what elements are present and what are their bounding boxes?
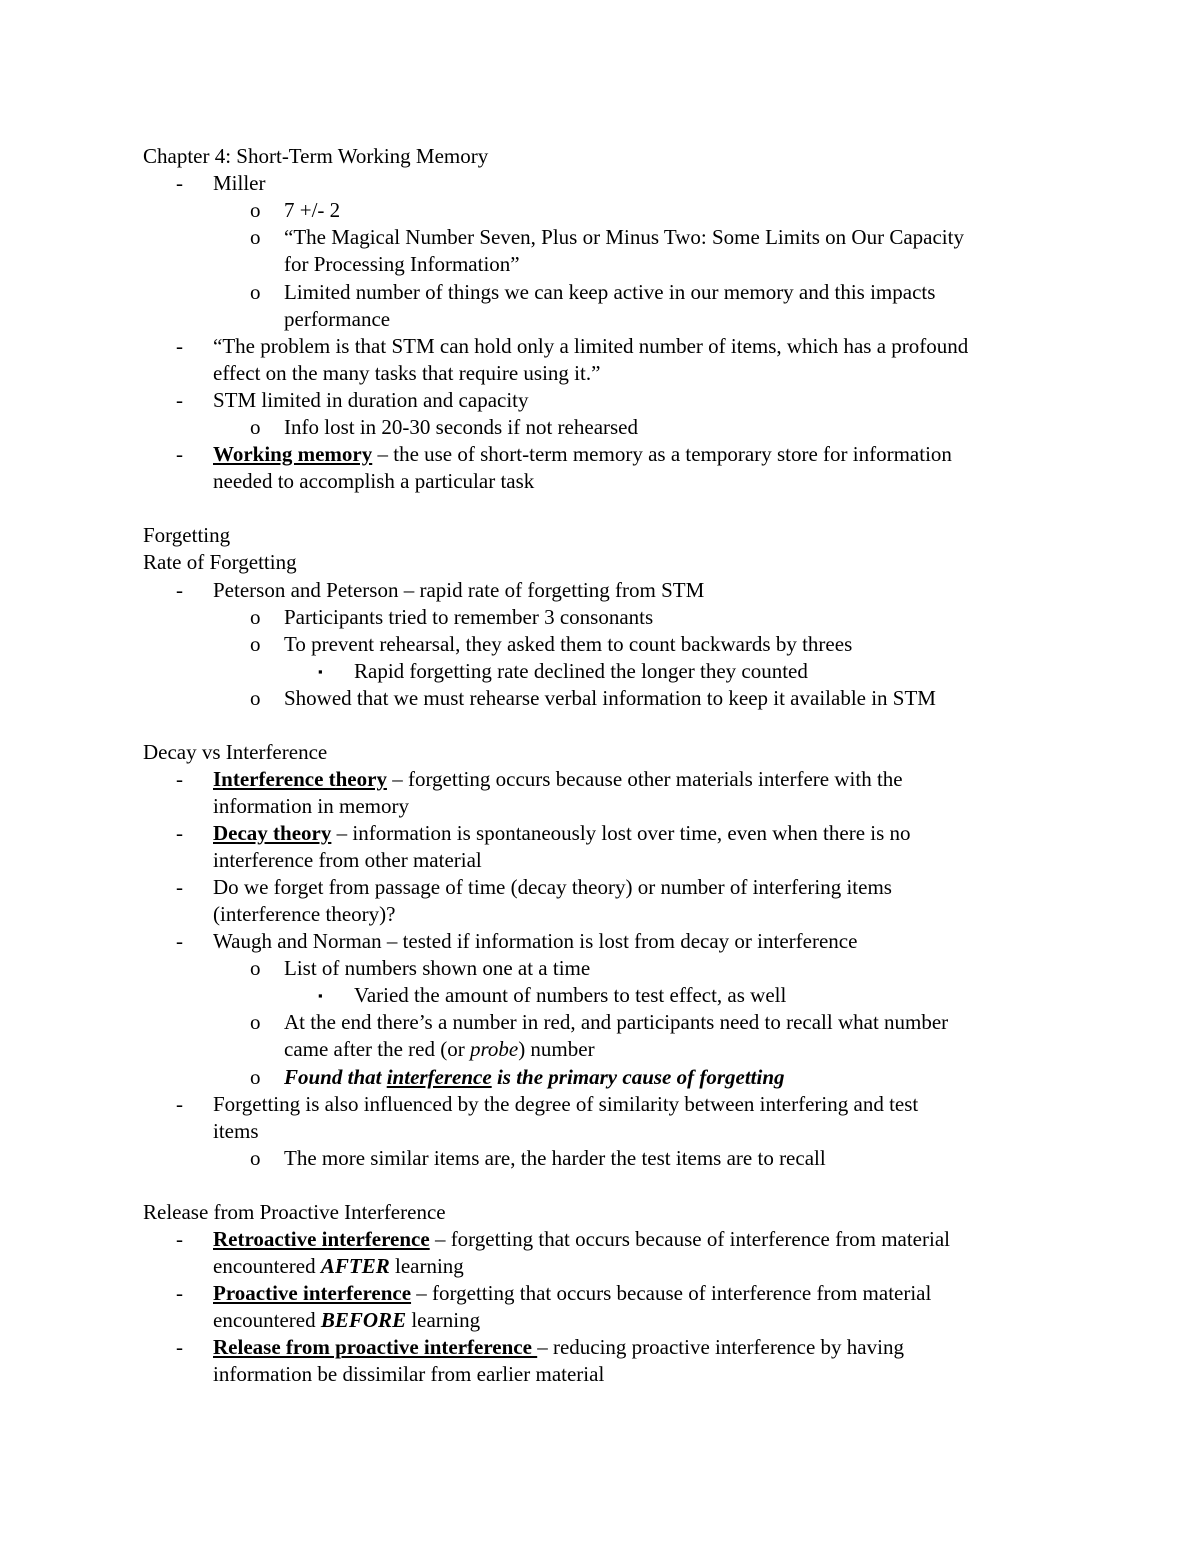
italic-term-probe: probe — [469, 1037, 519, 1061]
term-release-from-proactive-interference: Release from proactive interference — [213, 1335, 538, 1359]
text-run: learning — [389, 1254, 464, 1278]
emphasis-interference: interference — [386, 1065, 492, 1089]
bullet-text: effect on the many tasks that require using it.” — [213, 361, 601, 385]
dash-bullet: - — [176, 1227, 183, 1251]
dash-bullet: - — [176, 578, 183, 602]
term-proactive-interference: Proactive interference — [213, 1281, 412, 1305]
circle-bullet: o — [250, 1010, 261, 1034]
circle-bullet: o — [250, 605, 261, 629]
circle-bullet: o — [250, 225, 261, 249]
bullet-text: interference from other material — [213, 848, 482, 872]
bullet-text — [284, 1064, 785, 1091]
bullet-text: Participants tried to remember 3 consonants — [284, 605, 654, 629]
bullet-text: “The problem is that STM can hold only a limited number of items, which has a profound — [213, 334, 969, 358]
bullet-text: 7 +/- 2 — [284, 198, 341, 222]
bullet-text: Do we forget from passage of time (decay theory) or number of interfering items — [213, 875, 892, 899]
dash-bullet: - — [176, 388, 183, 412]
square-bullet: ▪ — [318, 988, 323, 1003]
definition-text: – information is spontaneously lost over time, even when there is no — [331, 821, 911, 845]
bullet-text — [213, 1253, 464, 1280]
circle-bullet: o — [250, 632, 261, 656]
bullet-text — [284, 1036, 595, 1063]
bullet-text — [213, 1280, 931, 1307]
dash-bullet: - — [176, 929, 183, 953]
section-heading-text: Release from Proactive Interference — [143, 1200, 446, 1224]
bullet-text: “The Magical Number Seven, Plus or Minus Two: Some Limits on Our Capacity — [284, 225, 964, 249]
circle-bullet: o — [250, 1146, 261, 1170]
bullet-text: for Processing Information” — [284, 252, 520, 276]
section-heading-text: Decay vs Interference — [143, 740, 328, 764]
bullet-text: Forgetting is also influenced by the degree of similarity between interfering and test — [213, 1092, 919, 1116]
emphasis-after: AFTER — [320, 1254, 390, 1278]
bullet-text — [213, 766, 903, 793]
text-run: came after the red (or — [284, 1037, 470, 1061]
bullet-text: Limited number of things we can keep active in our memory and this impacts — [284, 280, 936, 304]
bullet-text: items — [213, 1119, 259, 1143]
term-working-memory: Working memory — [213, 442, 373, 466]
bullet-text: performance — [284, 307, 391, 331]
dash-bullet: - — [176, 875, 183, 899]
bullet-text: Info lost in 20-30 seconds if not rehearsed — [284, 415, 638, 439]
bullet-text: information be dissimilar from earlier material — [213, 1362, 605, 1386]
bullet-text: information in memory — [213, 794, 409, 818]
bullet-text: List of numbers shown one at a time — [284, 956, 591, 980]
bullet-text: Peterson and Peterson – rapid rate of forgetting from STM — [213, 578, 705, 602]
definition-text: – forgetting that occurs because of interference from material — [411, 1281, 932, 1305]
term-interference-theory: Interference theory — [213, 767, 387, 791]
term-retroactive-interference: Retroactive interference — [213, 1227, 430, 1251]
dash-bullet: - — [176, 821, 183, 845]
bullet-text: Waugh and Norman – tested if information is lost from decay or interference — [213, 929, 858, 953]
bullet-text: needed to accomplish a particular task — [213, 469, 535, 493]
chapter-title-text: Chapter 4: Short-Term Working Memory — [143, 144, 489, 168]
circle-bullet: o — [250, 956, 261, 980]
bullet-text: The more similar items are, the harder the test items are to recall — [284, 1146, 826, 1170]
definition-text: – reducing proactive interference by having — [537, 1335, 904, 1359]
circle-bullet: o — [250, 686, 261, 710]
bullet-text: (interference theory)? — [213, 902, 396, 926]
bullet-text — [213, 1226, 950, 1253]
text-run: learning — [406, 1308, 481, 1332]
section-heading — [143, 739, 327, 766]
text-run: encountered — [213, 1308, 321, 1332]
bullet-text: To prevent rehearsal, they asked them to count backwards by threes — [284, 632, 853, 656]
circle-bullet: o — [250, 415, 261, 439]
definition-text: – forgetting that occurs because of interference from material — [429, 1227, 950, 1251]
subsection-heading-text: Rate of Forgetting — [143, 550, 297, 574]
text-run: is the primary cause of forgetting — [491, 1065, 785, 1089]
dash-bullet: - — [176, 171, 183, 195]
section-heading — [143, 1199, 446, 1226]
text-run: encountered — [213, 1254, 321, 1278]
emphasis-before: BEFORE — [320, 1308, 407, 1332]
section-heading-text: Forgetting — [143, 523, 231, 547]
definition-text: – forgetting occurs because other materials interfere with the — [386, 767, 903, 791]
definition-text: – the use of short-term memory as a temporary store for information — [372, 442, 952, 466]
circle-bullet: o — [250, 280, 261, 304]
bullet-text — [213, 1334, 904, 1361]
circle-bullet: o — [250, 1065, 261, 1089]
bullet-text — [213, 1307, 480, 1334]
bullet-text — [213, 820, 911, 847]
bullet-text: Rapid forgetting rate declined the longer they counted — [354, 659, 808, 683]
text-run: ) number — [518, 1037, 595, 1061]
bullet-text: Miller — [213, 171, 266, 195]
dash-bullet: - — [176, 1335, 183, 1359]
bullet-text: At the end there’s a number in red, and participants need to recall what number — [284, 1010, 949, 1034]
term-decay-theory: Decay theory — [213, 821, 332, 845]
dash-bullet: - — [176, 442, 183, 466]
chapter-title — [143, 143, 488, 170]
circle-bullet: o — [250, 198, 261, 222]
bullet-text: STM limited in duration and capacity — [213, 388, 529, 412]
dash-bullet: - — [176, 767, 183, 791]
dash-bullet: - — [176, 1281, 183, 1305]
subsection-heading — [143, 549, 297, 576]
square-bullet: ▪ — [318, 664, 323, 679]
section-heading — [143, 522, 230, 549]
bullet-text — [213, 441, 952, 468]
dash-bullet: - — [176, 1092, 183, 1116]
bullet-text: Varied the amount of numbers to test effect, as well — [354, 983, 787, 1007]
dash-bullet: - — [176, 334, 183, 358]
text-run: Found that — [284, 1065, 387, 1089]
bullet-text: Showed that we must rehearse verbal information to keep it available in STM — [284, 686, 936, 710]
